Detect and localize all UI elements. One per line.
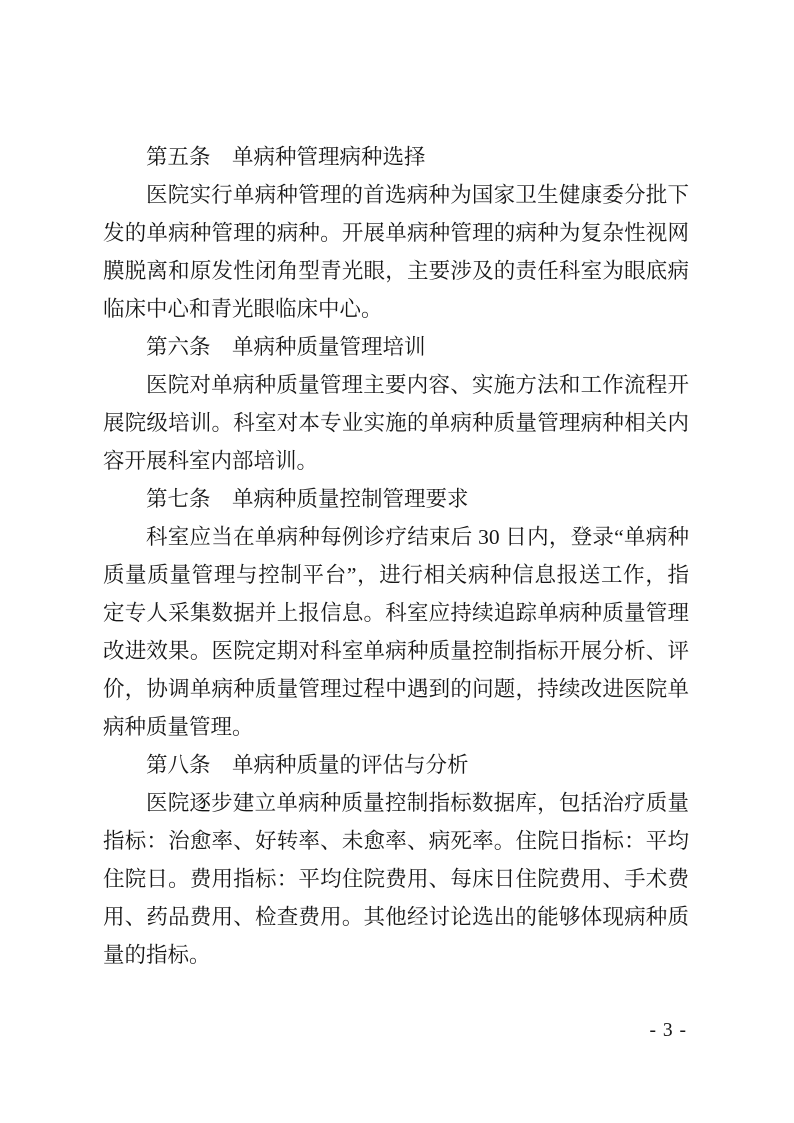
article-7-paragraph: 科室应当在单病种每例诊疗结束后 30 日内，登录“单病种质量质量管理与控制平台”，进行相关病种信息报送工作，指定专人采集数据并上报信息。科室应持续追踪单病种质量管理改进效果。医院定期对科室单病种质量控制指标开展分析、评价，协调单病种质量管理过程中遇到的问题，持续改进医院单病种质量管理。 [103,525,689,739]
article-8-paragraph: 医院逐步建立单病种质量控制指标数据库，包括治疗质量指标：治愈率、好转率、未愈率、病死率。住院日指标：平均住院日。费用指标：平均住院费用、每床日住院费用、手术费用、药品费用、检查费用。其他经讨论选出的能够体现病种质量的指标。 [103,791,689,967]
article-6-heading: 第六条 单病种质量管理培训 [146,335,426,359]
article-5-heading: 第五条 单病种管理病种选择 [146,145,426,169]
article-5-paragraph: 医院实行单病种管理的首选病种为国家卫生健康委分批下发的单病种管理的病种。开展单病种管理的病种为复杂性视网膜脱离和原发性闭角型青光眼，主要涉及的责任科室为眼底病临床中心和青光眼临床中心。 [103,183,689,321]
document-body [103,138,689,974]
page-number: - 3 - [649,1020,687,1041]
article-8-heading: 第八条 单病种质量的评估与分析 [146,753,469,777]
article-6-paragraph: 医院对单病种质量管理主要内容、实施方法和工作流程开展院级培训。科室对本专业实施的单病种质量管理病种相关内容开展科室内部培训。 [103,373,689,473]
article-7-heading: 第七条 单病种质量控制管理要求 [146,487,469,511]
